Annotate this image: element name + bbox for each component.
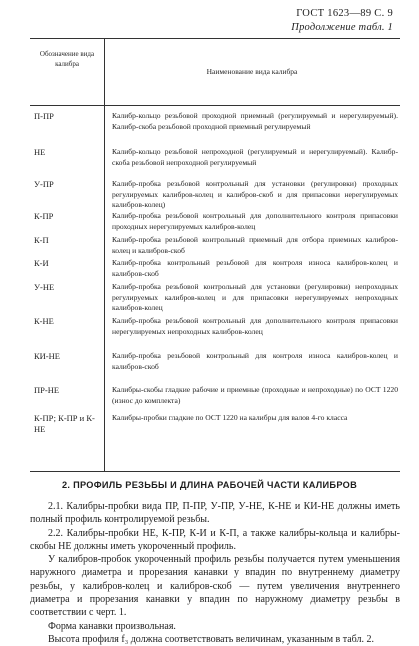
paragraph: У калибров-пробок укороченный профиль резьбы получается путем уменьшения наружного диаметра и прорезания канавки у впадин по внутреннему диаметру резьбы, у калибров-колец и калибров-скоб — путем увеличения внутреннего диаметра и прорезания канавки у впадин по наружному диаметру резьбы в соответствии с черт. 1. [30,554,400,619]
gauge-description: Калибр-кольцо резьбовой непроходной (регулируемый и нерегулируемый). Калибр-скоба резьбовой непроходной регулируемый [112,147,398,167]
gauge-description: Калибр-кольцо резьбовой проходной приемный (регулируемый и нерегулируемый). Калибр-скоба резьбовой проходной приемный регулируемый [112,111,398,131]
gauge-code: НЕ [34,147,46,157]
gauge-code: К-П [34,235,49,245]
gauge-code: К-ПР [34,211,54,221]
paragraph: Форма канавки произвольная. [48,620,176,632]
gauge-code: У-ПР [34,179,54,189]
col-name-header: Наименование вида калибра [206,67,298,76]
col-code-header: Обозначение вида калибра [39,50,95,68]
gauge-description: Калибр-пробка резьбовой контрольный для контроля износа калибров-колец и калибров-скоб [112,351,398,371]
gauge-code: К-И [34,258,49,268]
gauge-code: П-ПР [34,111,54,121]
gauge-description: Калибры-скобы гладкие рабочие и приемные (проходные и непроходные) по ОСТ 1220 (износ до комплекта) [112,385,398,405]
gauge-description: Калибр-пробка резьбовой контрольный для установки (регулировки) проходных регулируемых калибров-колец и калибров-скоб и для припасовки нерегулируемых калибров-колец) [112,179,398,209]
header-divider [30,105,400,106]
section-title: 2. ПРОФИЛЬ РЕЗЬБЫ И ДЛИНА РАБОЧЕЙ ЧАСТИ КАЛИБРОВ [61,480,358,490]
gauge-description: Калибр-пробка резьбовой контрольный приемный для отбора приемных калибров-колец и калибров-скоб [112,235,398,255]
paragraph: 2.1. Калибры-пробки вида ПР, П-ПР, У-ПР, У-НЕ, К-НЕ и КИ-НЕ должны иметь полный профиль контролируемой резьбы. [30,501,400,526]
standard-number: ГОСТ 1623—89 С. 9 [296,8,393,19]
column-divider [104,39,105,471]
paragraph: Высота профиля f₃ должна соответствовать величинам, указанным в табл. 2. [48,633,375,645]
section-body [30,500,400,646]
gauge-description: Калибр-пробка контрольный резьбовой для контроля износа калибров-колец и калибров-скоб [112,258,398,278]
gauge-code: У-НЕ [34,282,55,292]
gauge-description: Калибр-пробка резьбовой контрольный для дополнительного контроля припасовки нерегулируемых непроходных калибров-колец [112,316,398,336]
gauge-description: Калибр-пробка резьбовой контрольный для дополнительного контроля припасовки проходных нерегулируемых калибров-колец [112,211,398,231]
gauge-code: К-НЕ [34,316,54,326]
gauge-description: Калибр-пробка резьбовой контрольный для установки (регулировки) непроходных регулируемых калибров-колец и для припасовки нерегулируемых непроходных калибров-колец [112,282,398,312]
gauge-description: Калибры-пробки гладкие по ОСТ 1220 на калибры для валов 4-го класса [112,413,348,422]
paragraph: 2.2. Калибры-пробки НЕ, К-ПР, К-И и К-П, а также калибры-кольца и калибры-скобы НЕ должны иметь укороченный профиль. [30,527,400,552]
gauge-table [30,38,400,472]
gauge-code: ПР-НЕ [34,385,60,395]
gauge-code: КИ-НЕ [34,351,60,361]
table-continuation-label: Продолжение табл. 1 [291,22,393,33]
gauge-code: К-ПР; К-ПР и К-НЕ [34,413,95,434]
